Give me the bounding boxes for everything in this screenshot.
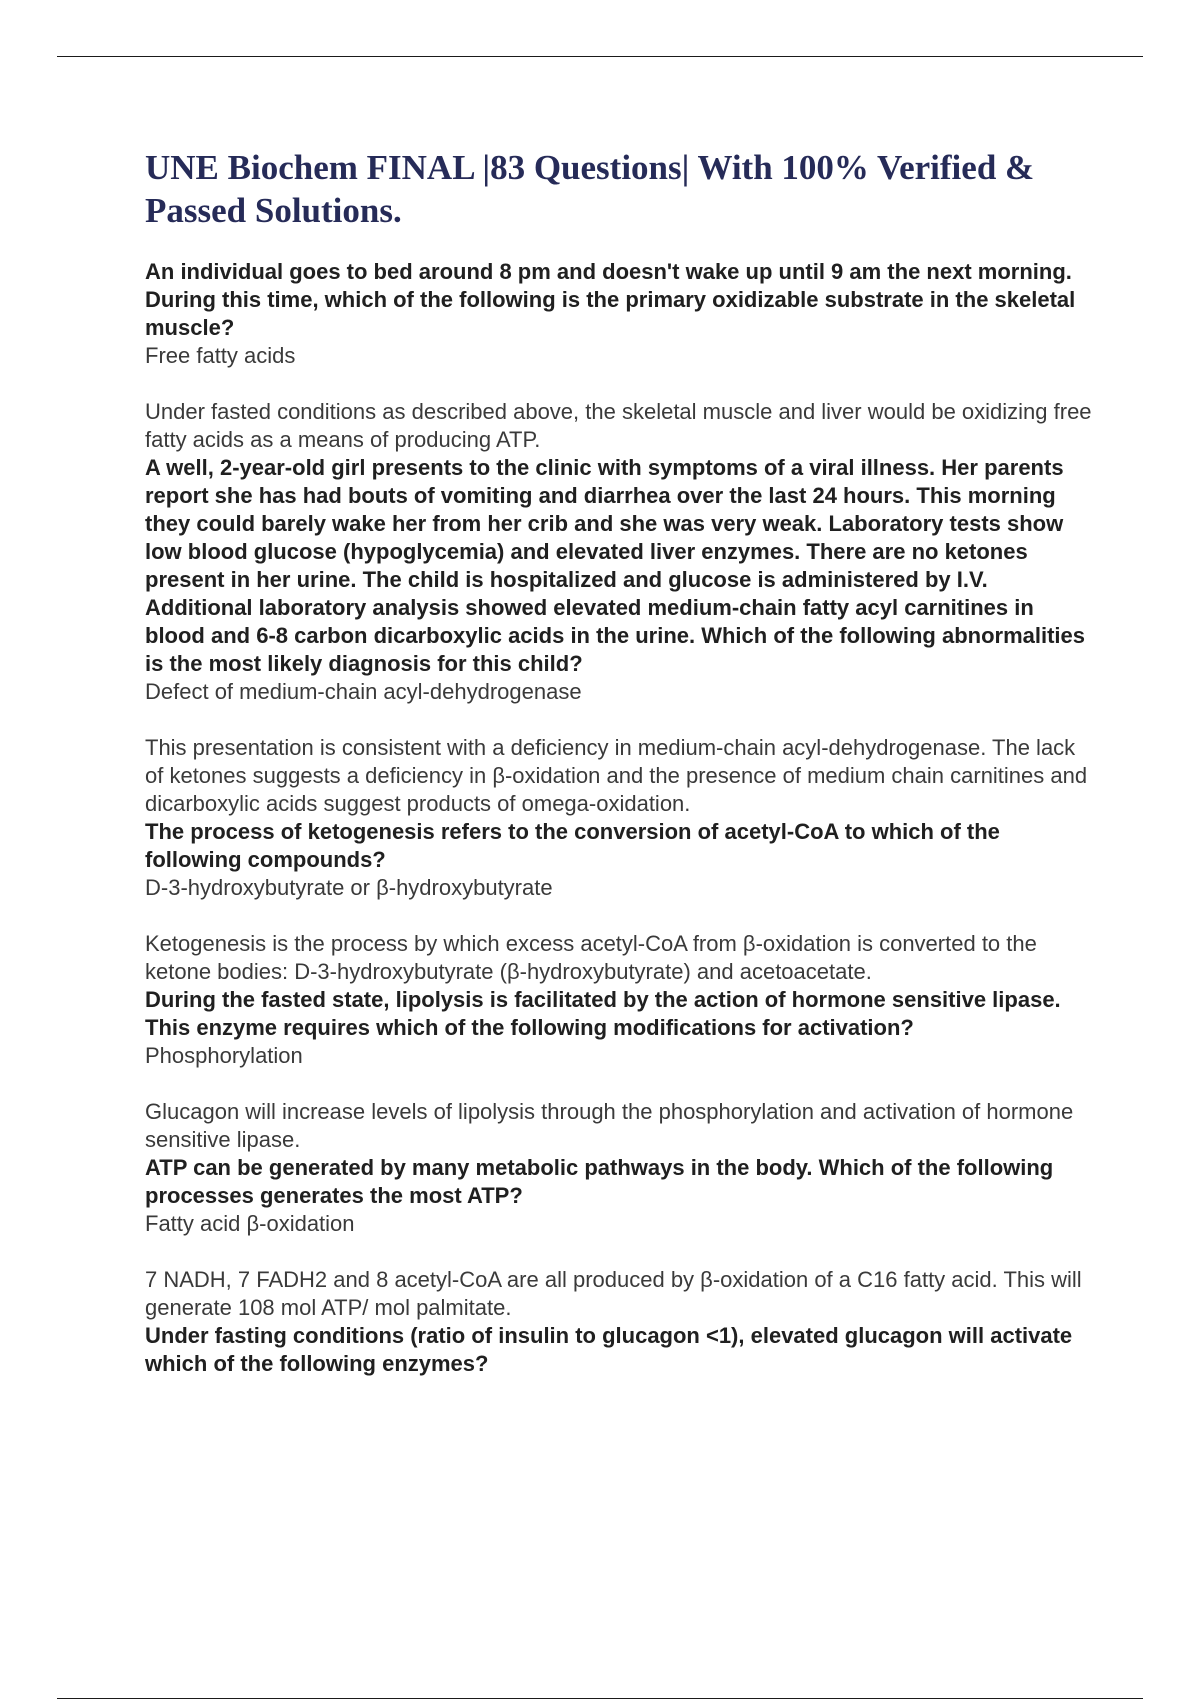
question-text: An individual goes to bed around 8 pm and doesn't wake up until 9 am the next morning. During this time, which of the following is the primary oxidizable substrate in the skeletal muscle? [145, 259, 1076, 340]
question-text: Under fasting conditions (ratio of insulin to glucagon <1), elevated glucagon will activate which of the following enzymes? [145, 1323, 1073, 1376]
explanation-text: This presentation is consistent with a deficiency in medium-chain acyl-dehydrogenase. The lack of ketones suggests a deficiency in β-oxidation and the presence of medium chain carnitines and dicarboxylic acids suggest products of omega-oxidation. [145, 735, 1088, 816]
qa-item [145, 258, 1095, 454]
answer-text: Phosphorylation [145, 1043, 303, 1068]
explanation-text: Glucagon will increase levels of lipolysis through the phosphorylation and activation of hormone sensitive lipase. [145, 1099, 1074, 1152]
answer-text: Free fatty acids [145, 343, 296, 368]
explanation-text: 7 NADH, 7 FADH2 and 8 acetyl-CoA are all produced by β-oxidation of a C16 fatty acid. This will generate 108 mol ATP/ mol palmitate. [145, 1267, 1082, 1320]
question-text: The process of ketogenesis refers to the conversion of acetyl-CoA to which of the following compounds? [145, 819, 1000, 872]
qa-item [145, 454, 1095, 818]
explanation-text: Ketogenesis is the process by which excess acetyl-CoA from β-oxidation is converted to the ketone bodies: D-3-hydroxybutyrate (β-hydroxybutyrate) and acetoacetate. [145, 931, 1037, 984]
question-text: A well, 2-year-old girl presents to the clinic with symptoms of a viral illness. Her parents report she has had bouts of vomiting and diarrhea over the last 24 hours. This morning they could barely wake her from her crib and she was very weak. Laboratory tests show low blood glucose (hypoglycemia) and elevated liver enzymes. There are no ketones present in her urine. The child is hospitalized and glucose is administered by I.V. Additional laboratory analysis showed elevated medium-chain fatty acyl carnitines in blood and 6-8 carbon dicarboxylic acids in the urine. Which of the following abnormalities is the most likely diagnosis for this child? [145, 455, 1086, 676]
qa-item [145, 818, 1095, 986]
header-rule [57, 56, 1143, 57]
qa-item [145, 1322, 1095, 1378]
answer-text: D-3-hydroxybutyrate or β-hydroxybutyrate [145, 875, 553, 900]
explanation-text: Under fasted conditions as described above, the skeletal muscle and liver would be oxidizing free fatty acids as a means of producing ATP. [145, 399, 1092, 452]
answer-text: Fatty acid β-oxidation [145, 1211, 355, 1236]
question-text: During the fasted state, lipolysis is facilitated by the action of hormone sensitive lipase. This enzyme requires which of the following modifications for activation? [145, 987, 1061, 1040]
footer-rule [57, 1698, 1143, 1699]
answer-text: Defect of medium-chain acyl-dehydrogenase [145, 679, 582, 704]
qa-item [145, 986, 1095, 1154]
qa-item [145, 1154, 1095, 1322]
question-text: ATP can be generated by many metabolic pathways in the body. Which of the following processes generates the most ATP? [145, 1155, 1054, 1208]
document-title: UNE Biochem FINAL |83 Questions| With 100% Verified & Passed Solutions. [145, 148, 1035, 230]
qa-list [145, 258, 1095, 1378]
